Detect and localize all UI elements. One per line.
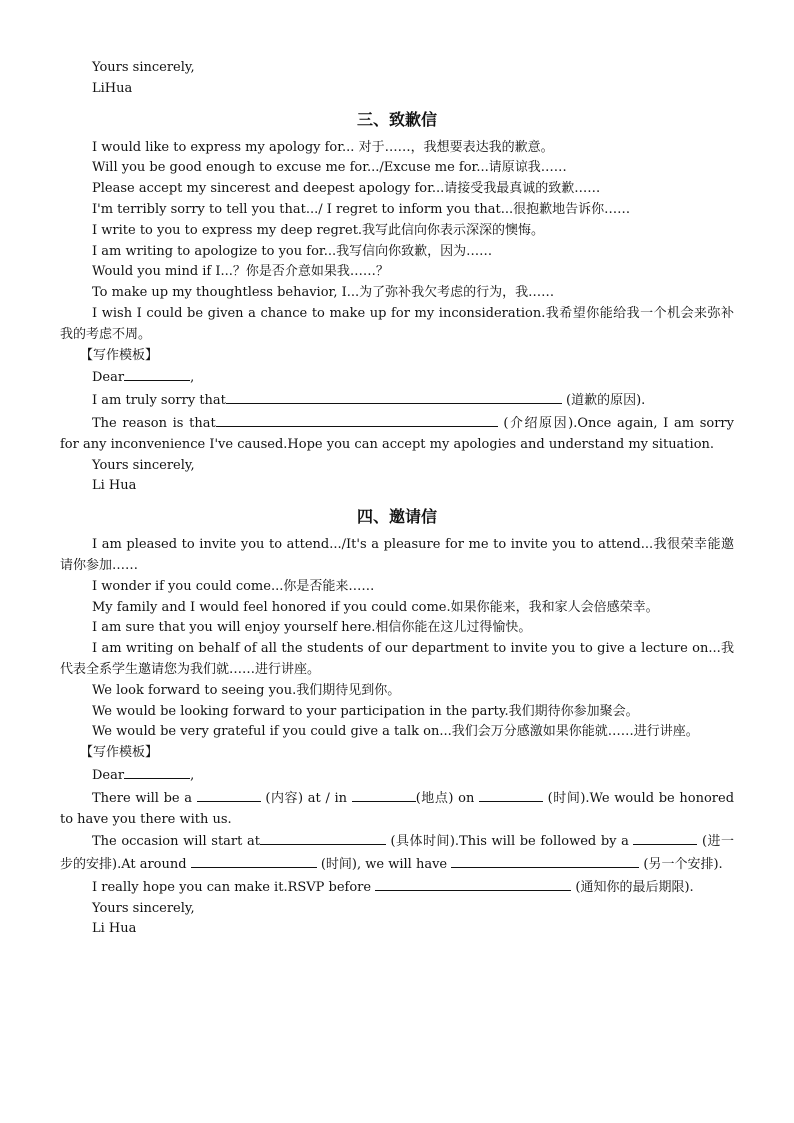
template-label: 【写作模板】	[80, 347, 159, 363]
template-text: (道歉的原因).	[561, 393, 646, 409]
dear-text: Dear	[92, 767, 125, 783]
section-title-invitation: 四、邀请信	[356, 507, 437, 527]
fill-blank	[124, 764, 190, 779]
phrase-line: I'm terribly sorry to tell you that.../ I regret to inform you that...很抱歉地告诉你……	[92, 201, 631, 217]
phrase-line: Will you be good enough to excuse me for.../Excuse me for...请原谅我……	[92, 160, 567, 176]
template-text: (具体时间).This will be followed by a	[385, 834, 634, 850]
closing-line: Yours sincerely,	[92, 60, 195, 75]
template-text: There will be a	[92, 790, 197, 806]
fill-blank	[124, 366, 190, 381]
fill-blank	[375, 876, 571, 891]
fill-blank	[191, 853, 317, 868]
fill-blank	[216, 412, 498, 427]
phrase-line: I wonder if you could come...你是否能来……	[92, 578, 375, 594]
template-text: I really hope you can make it.RSVP before	[92, 879, 376, 895]
phrase-line: Would you mind if I...？你是否介意如果我……？	[92, 264, 389, 280]
template-text: (时间).We would be honored to have you there with us.	[60, 790, 735, 827]
template-dear: Dear ,	[60, 764, 734, 787]
phrase-line: I am writing to apologize to you for...我写信向你致歉，因为……	[92, 243, 493, 259]
phrase-line: We would be looking forward to your participation in the party.我们期待你参加聚会。	[92, 703, 639, 719]
template-line	[60, 389, 734, 412]
dear-text: Dear	[92, 370, 125, 386]
template-text: I am truly sorry that	[92, 393, 226, 409]
template-line	[60, 830, 734, 876]
fill-blank	[633, 830, 697, 845]
phrase-line: I am writing on behalf of all the students of our department to invite you to give a lecture on...我代表全系学生邀请您为我们就……进行讲座。	[60, 641, 734, 677]
template-text: (时间), we will have	[316, 857, 452, 873]
template-line	[60, 876, 734, 899]
phrase-line: I am sure that you will enjoy yourself here.相信你能在这儿过得愉快。	[92, 620, 532, 636]
template-text: (内容) at / in	[260, 790, 352, 806]
template-line	[60, 787, 734, 831]
template-dear: Dear ,	[60, 366, 734, 389]
signature: LiHua	[92, 80, 133, 96]
closing-line: Yours sincerely,	[92, 900, 195, 916]
template-text: (通知你的最后期限).	[571, 879, 694, 895]
phrase-line: We would be very grateful if you could give a talk on...我们会万分感激如果你能就……进行讲座。	[92, 724, 699, 740]
closing-line: Yours sincerely,	[92, 457, 195, 473]
phrase-line: I am pleased to invite you to attend.../It's a pleasure for me to invite you to attend...我很荣幸能邀请你参加……	[60, 537, 734, 573]
phrase-line: To make up my thoughtless behavior, I...为了弥补我欠考虑的行为，我……	[92, 285, 555, 301]
phrase-line: I write to you to express my deep regret.我写此信向你表示深深的懊悔。	[92, 222, 545, 238]
phrase-line: I wish I could be given a chance to make up for my inconsideration.我希望你能给我一个机会来弥补我的考虑不周。	[60, 305, 734, 342]
template-text: The occasion will start at	[92, 834, 260, 850]
template-text: (介绍原因).Once again, I am sorry for any inconvenience I've caused.Hope you can accept my apologies and understand my situation.	[60, 415, 734, 452]
fill-blank	[352, 787, 416, 802]
signature: Li Hua	[92, 478, 137, 494]
template-line	[60, 412, 734, 456]
phrase-line: We look forward to seeing you.我们期待见到你。	[92, 682, 401, 698]
signature: Li Hua	[92, 921, 137, 937]
template-text: (进一步的安排).At around	[60, 834, 734, 873]
fill-blank	[226, 389, 562, 404]
template-text: (另一个安排).	[639, 857, 723, 873]
fill-blank	[479, 787, 543, 802]
phrase-line: Please accept my sincerest and deepest apology for...请接受我最真诚的致歉……	[92, 181, 601, 197]
template-text: The reason is that	[92, 415, 216, 431]
fill-blank	[451, 853, 639, 868]
fill-blank	[197, 787, 261, 802]
template-text: (地点) on	[415, 790, 479, 806]
document-page	[60, 58, 734, 940]
template-label: 【写作模板】	[80, 745, 159, 761]
phrase-line: My family and I would feel honored if you could come.如果你能来，我和家人会倍感荣幸。	[92, 599, 659, 615]
section-title-apology: 三、致歉信	[356, 109, 437, 129]
phrase-line: I would like to express my apology for... 对于……，我想要表达我的歉意。	[92, 139, 554, 155]
fill-blank	[260, 830, 386, 845]
